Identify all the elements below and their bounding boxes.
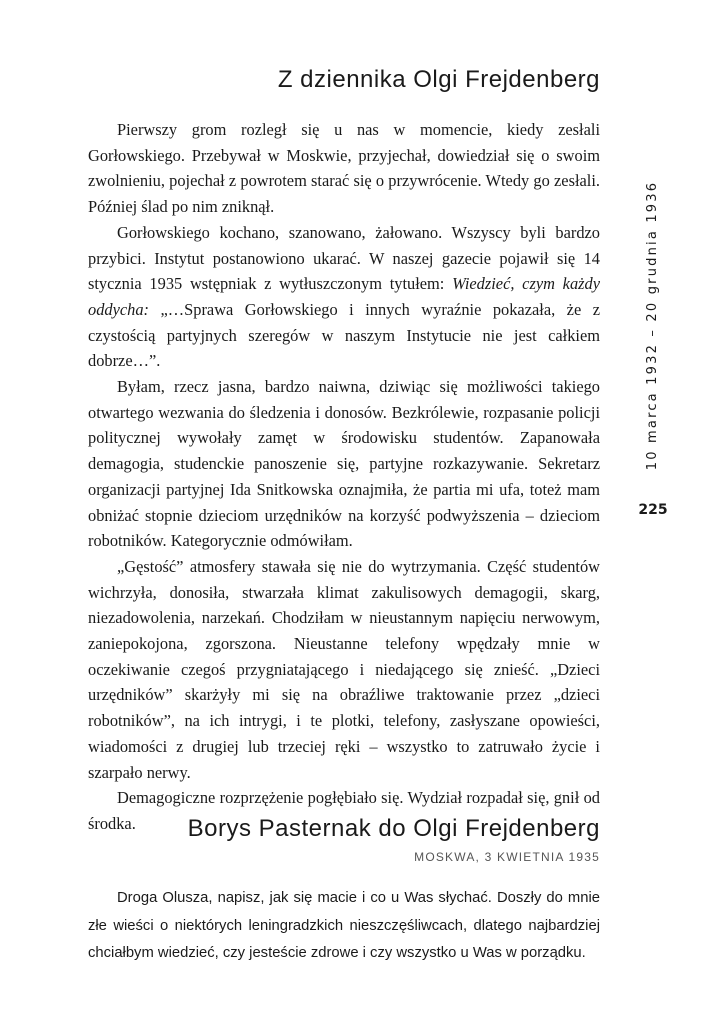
paragraph: „Gęstość” atmosfery stawała się nie do wytrzymania. Część studentów wichrzyła, donosiła, stwarzała klimat zakulisowych demagogii, skarg, niezadowolenia, narzekań. Chodziłam w nieustannym napięciu nerwowym, zaniepokojona, zgorszona. Nieustanne telefony wpędzały mnie w oczekiwanie czegoś przygniatającego i niedającego się znieść. „Dzieci urzędników” skarżyły mi się na obraźliwe traktowanie przez „dzieci robotników”, na ich intrygi, i te plotki, telefony, zasłyszane opowieści, wiadomości z drugiej lub trzeciej ręki – wszystko to zatruwało życie i szarpało nerwy. xyxy=(88,556,600,782)
running-head xyxy=(641,160,665,490)
running-head-text: 10 marca 1932 – 20 grudnia 1936 xyxy=(645,180,661,470)
headline-title: Wiedzieć, czym każdy oddycha: xyxy=(88,274,600,319)
diary-text xyxy=(88,117,600,837)
paragraph xyxy=(88,220,600,374)
section-title: Z dziennika Olgi Frejdenberg xyxy=(277,66,600,93)
paragraph-text: Gorłowskiego kochano, szanowano, żałowano. Wszyscy byli bardzo przybici. Instytut postanowiono ukarać. W naszej gazecie pojawił się 14 stycznia 1935 wstępniak z wytłuszczonym tytułem: xyxy=(88,222,600,294)
paragraph: Byłam, rzecz jasna, bardzo naiwna, dziwiąc się możliwości takiego otwartego wezwania do śledzenia i donosów. Bezkrólewie, rozpasanie policji politycznej wywołały zamęt w środowisku studentów. Zapanowała demagogia, studenckie panoszenie się, partyjne rozkazywanie. Sekretarz organizacji partyjnej Ida Snitkowska oznajmiła, że partia mi ufa, toteż mam obniżać stopnie dzieciom urzędników na korzyść podwyższenia – dzieciom robotników. Kategorycznie odmówiłam. xyxy=(88,377,600,551)
letter-place-date: MOSKWA, 3 KWIETNIA 1935 xyxy=(414,850,600,864)
paragraph: Demagogiczne rozprzężenie pogłębiało się. Wydział rozpadał się, gnił od środka. xyxy=(88,788,600,833)
paragraph: Droga Olusza, napisz, jak się macie i co u Was słychać. Doszły do mnie złe wieści o niektórych leningradzkich nieszczęśliwcach, dlatego najbardziej chciałbym wiedzieć, czy jesteście zdrowe i czy wszystko u Was w porządku. xyxy=(88,890,600,961)
paragraph: Pierwszy grom rozległ się u nas w momencie, kiedy zesłali Gorłowskiego. Przebywał w Moskwie, przyjechał, dowiedział się o swoim zwolnieniu, pojechał z powrotem starać się o przywrócenie. Wtedy go zesłali. Później ślad po nim zniknął. xyxy=(88,120,600,217)
section-title: Borys Pasternak do Olgi Frejdenberg xyxy=(187,815,600,842)
paragraph-text: „…Sprawa Gorłowskiego i innych wyraźnie pokazała, że z czystością partyjnych szeregów w naszym Instytucie nie jest całkiem dobrze…”. xyxy=(88,299,600,371)
page-number: 225 xyxy=(638,502,668,518)
letter-text xyxy=(88,885,600,968)
